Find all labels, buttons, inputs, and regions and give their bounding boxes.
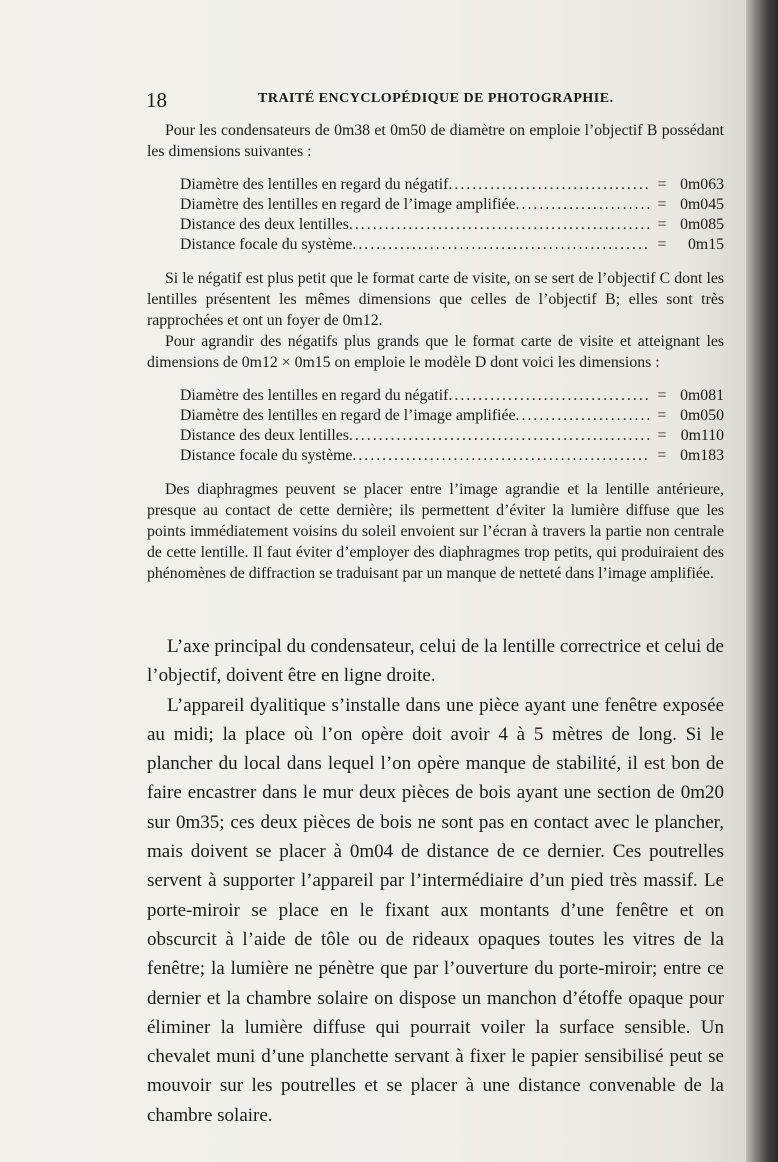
running-title: TRAITÉ ENCYCLOPÉDIQUE DE PHOTOGRAPHIE.: [258, 91, 614, 106]
dimension-table-d: [180, 385, 724, 465]
dimension-row: [180, 214, 724, 234]
page-header: [146, 88, 622, 112]
equals-sign: =: [657, 216, 667, 233]
dimension-row: [180, 405, 724, 425]
paragraph-modele-d: Pour agrandir des négatifs plus grands que le format carte de visite et atteignant les dimensions de 0m12 × 0m15 on emploie le modèle D dont voici les dimensions :: [147, 333, 724, 371]
dimension-label: Diamètre des lentilles en regard de l’image amplifiée: [180, 196, 516, 213]
leader-dots: [349, 214, 650, 235]
dimension-value: 0m081: [680, 387, 724, 404]
equals-sign: =: [657, 196, 667, 213]
dimension-label: Diamètre des lentilles en regard de l’image amplifiée: [180, 407, 516, 424]
dimension-row: [180, 174, 724, 194]
paragraph-objectif-b: Pour les condensateurs de 0m38 et 0m50 de diamètre on emploie l’objectif B possédant les dimensions suivantes :: [147, 122, 724, 160]
dimension-row: [180, 445, 724, 465]
dimension-label: Diamètre des lentilles en regard du négatif: [180, 176, 449, 193]
leader-dots: [516, 405, 650, 426]
objectif-b-block: [147, 120, 724, 584]
book-spine: [746, 0, 778, 1162]
dimension-table-b: [180, 174, 724, 254]
dimension-label: Distance des deux lentilles: [180, 427, 349, 444]
equals-sign: =: [657, 447, 667, 464]
paragraph-diaphragmes: Des diaphragmes peuvent se placer entre l’image agrandie et la lentille antérieure, presque au contact de cette dernière; ils permettent d’éviter la lumière diffuse que les points immédiatement voisins du soleil envoient sur l’écran à travers la partie non centrale de cette lentille. Il faut éviter d’employer des diaphragmes trop petits, qui produiraient des phénomènes de diffraction se traduisant par un manque de netteté dans l’image amplifiée.: [147, 481, 724, 582]
leader-dots: [352, 234, 650, 255]
dimension-row: [180, 385, 724, 405]
dimension-value: 0m063: [680, 176, 724, 193]
leader-dots: [516, 194, 650, 215]
dimension-value: 0m183: [680, 447, 724, 464]
dimension-row: [180, 194, 724, 214]
equals-sign: =: [657, 407, 667, 424]
dimension-value: 0m085: [680, 216, 724, 233]
dimension-label: Distance des deux lentilles: [180, 216, 349, 233]
body-text-large: [147, 632, 724, 1130]
leader-dots: [448, 385, 650, 406]
equals-sign: =: [657, 427, 667, 444]
page-number: 18: [146, 88, 167, 112]
dimension-value: 0m050: [680, 407, 724, 424]
dimension-label: Distance focale du système: [180, 236, 353, 253]
equals-sign: =: [657, 236, 667, 253]
leader-dots: [349, 425, 650, 446]
dimension-label: Distance focale du système: [180, 447, 353, 464]
dimension-row: [180, 425, 724, 445]
dimension-value: 0m110: [680, 427, 724, 444]
dimension-row: [180, 234, 724, 254]
equals-sign: =: [657, 387, 667, 404]
paragraph-appareil: L’appareil dyalitique s’installe dans une pièce ayant une fenêtre exposée au midi; la place où l’on opère doit avoir 4 à 5 mètres de long. Si le plancher du local dans lequel l’on opère manque de stabilité, il est bon de faire encastrer dans le mur deux pièces de bois ayant une section de 0m20 sur 0m35; ces deux pièces de bois ne sont pas en contact avec le plancher, mais doivent se placer à 0m04 de distance de ce dernier. Ces poutrelles servent à supporter l’appareil par l’intermédiaire d’un pied très massif. Le porte-miroir se place en le fixant aux montants d’une fenêtre et on obscurcit à l’aide de tôle ou de rideaux opaques toutes les vitres de la fenêtre; la lumière ne pénètre que par l’ouverture du porte-miroir; entre ce dernier et la chambre solaire on dispose un manchon d’étoffe opaque pour éliminer la lumière diffuse qui pourrait voiler la surface sensible. Un chevalet muni d’une planchette servant à fixer le papier sensibilisé peut se mouvoir sur les poutrelles et se placer à une distance convenable de la chambre solaire.: [147, 694, 724, 1126]
paragraph-axe: L’axe principal du condensateur, celui de la lentille correctrice et celui de l’objectif, doivent être en ligne droite.: [147, 636, 724, 687]
leader-dots: [352, 445, 650, 466]
equals-sign: =: [657, 176, 667, 193]
leader-dots: [448, 174, 650, 195]
dimension-value: 0m15: [688, 236, 724, 253]
dimension-label: Diamètre des lentilles en regard du négatif: [180, 387, 449, 404]
paragraph-objectif-c: Si le négatif est plus petit que le format carte de visite, on se sert de l’objectif C dont les lentilles présentent les mêmes dimensions que celles de l’objectif B; elles sont très rapprochées et ont un foyer de 0m12.: [147, 270, 724, 329]
dimension-value: 0m045: [680, 196, 724, 213]
